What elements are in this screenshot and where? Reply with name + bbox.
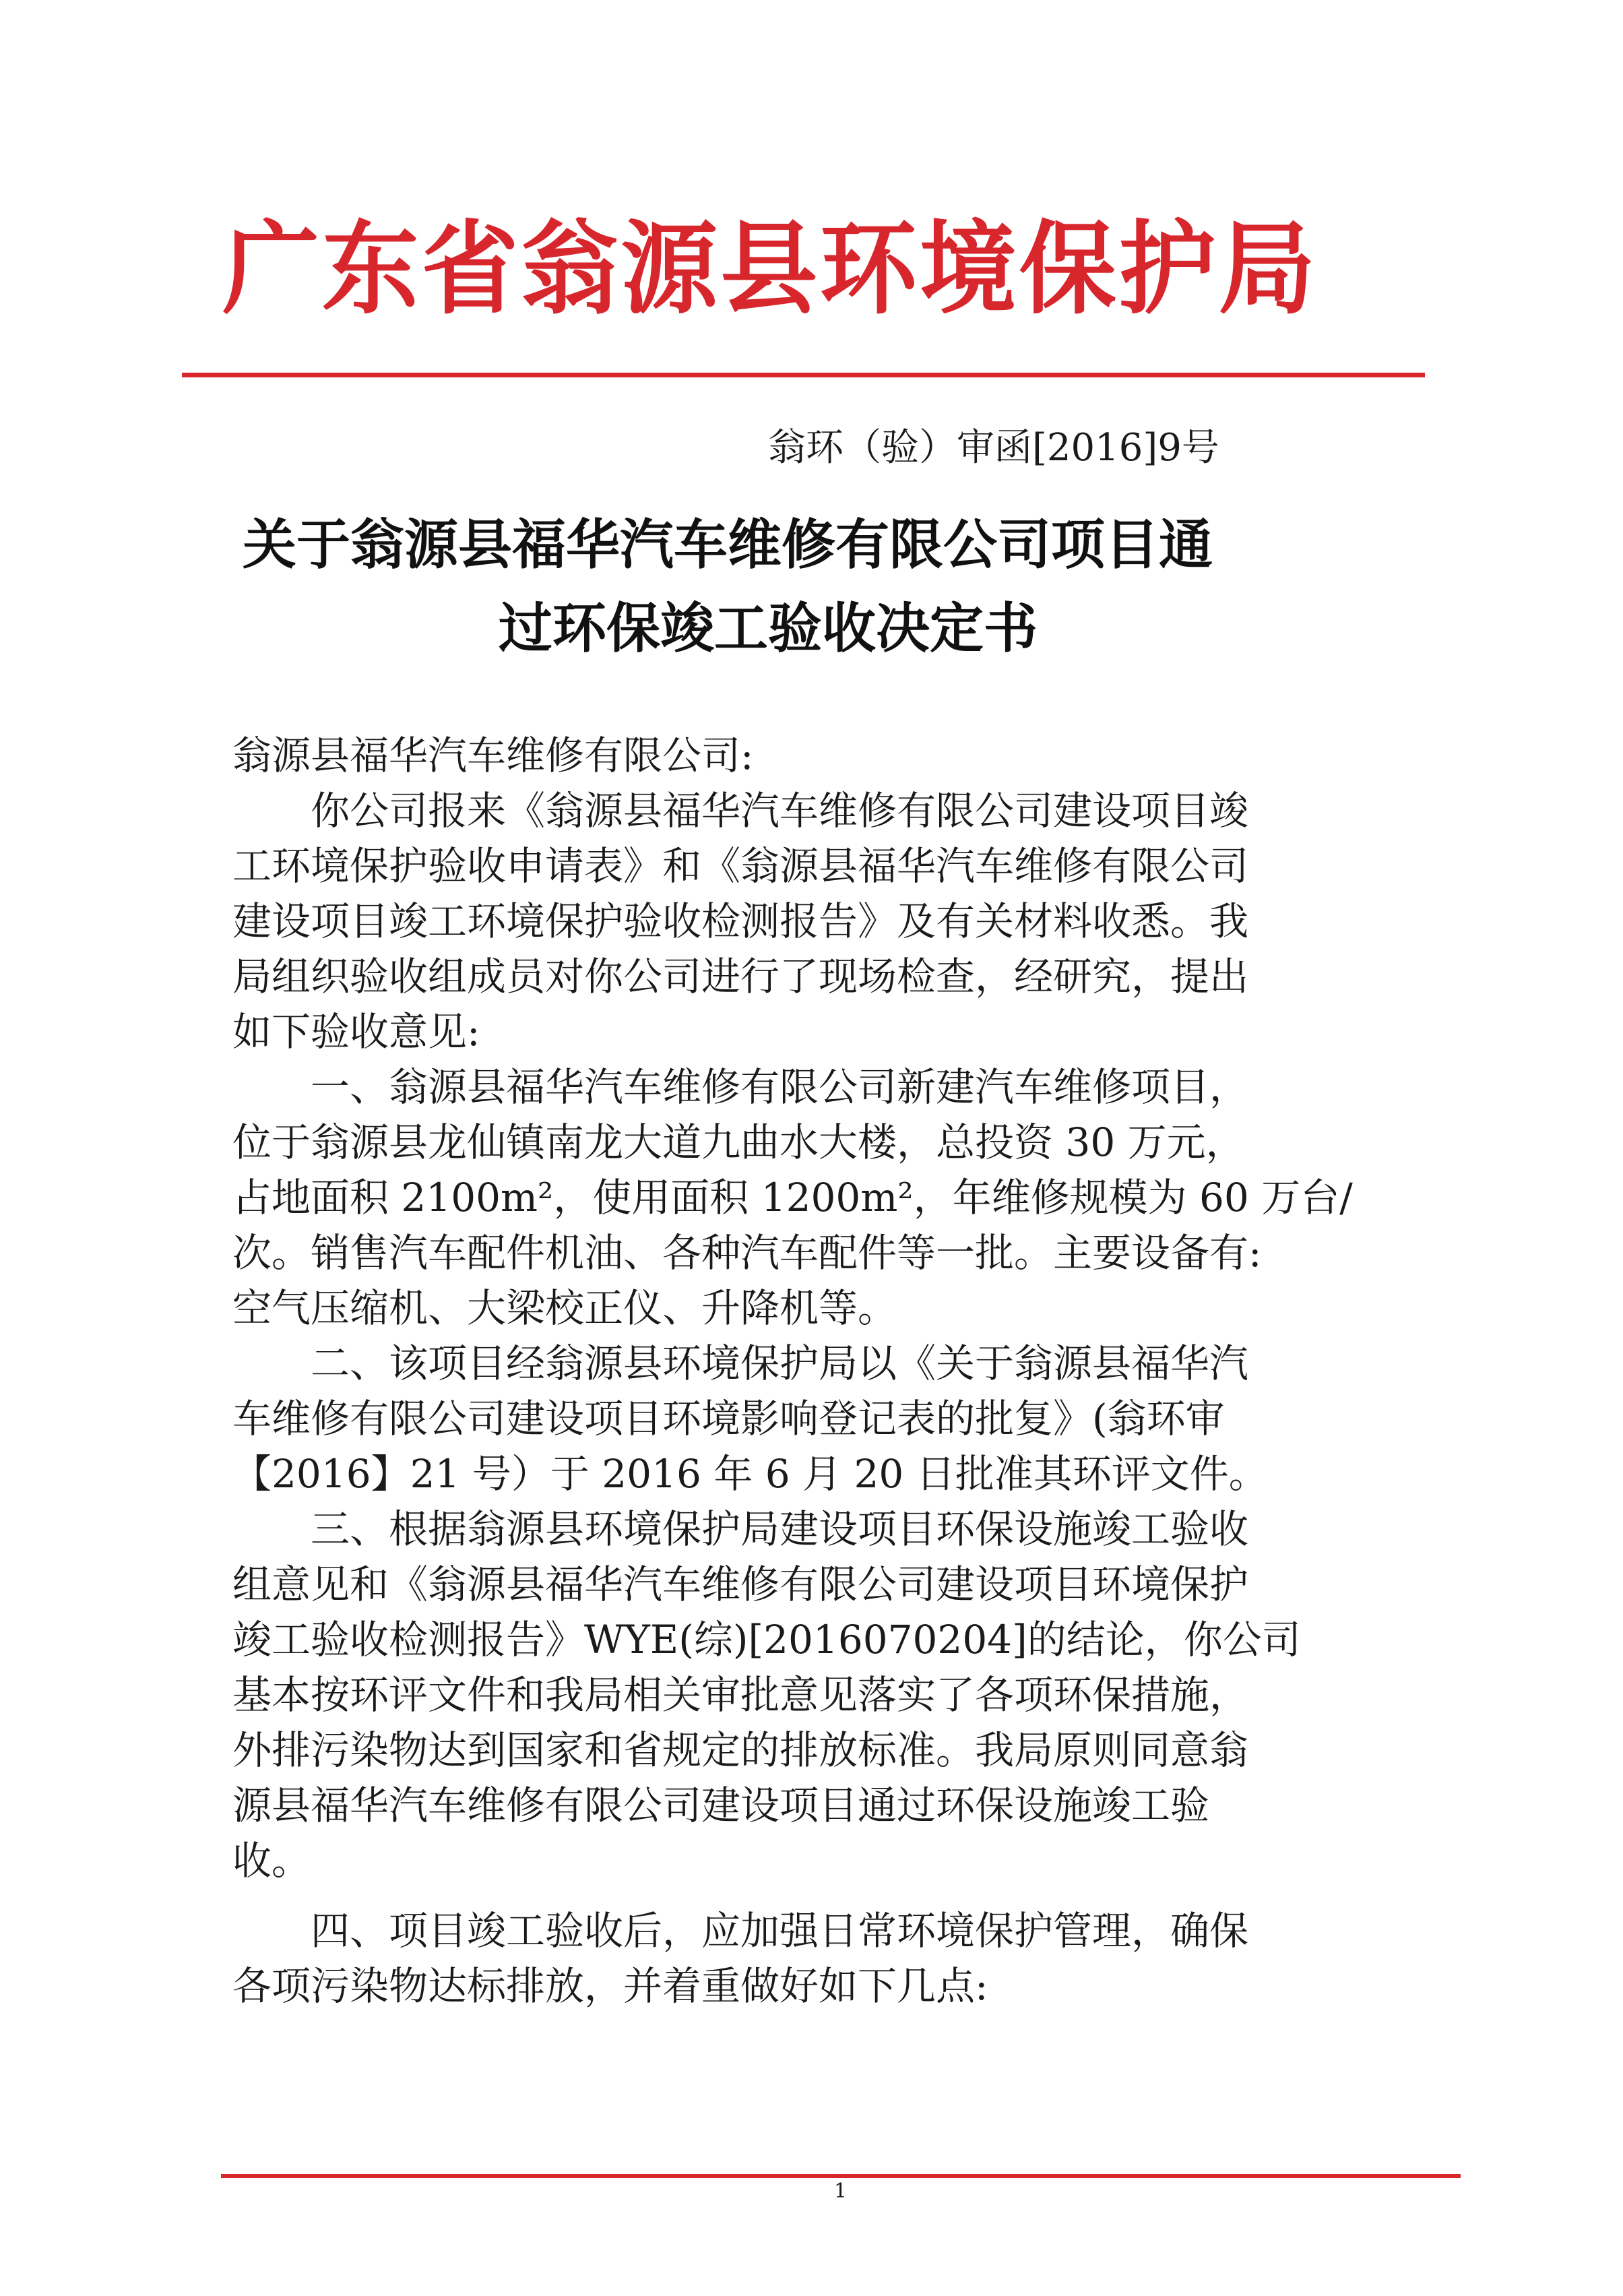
- document-number: 翁环（验）审函[2016]9号: [768, 426, 1219, 470]
- body-line: 四、项目竣工验收后，应加强日常环境保护管理，确保: [232, 1908, 1249, 1954]
- body-line: 空气压缩机、大梁校正仪、升降机等。: [232, 1285, 897, 1331]
- body-line: 一、翁源县福华汽车维修有限公司新建汽车维修项目，: [232, 1064, 1249, 1110]
- body-line: 占地面积 2100m²，使用面积 1200m²，年维修规模为 60 万台/: [232, 1175, 1353, 1220]
- body-line: 位于翁源县龙仙镇南龙大道九曲水大楼，总投资 30 万元，: [232, 1119, 1245, 1165]
- body-line: 源县福华汽车维修有限公司建设项目通过环保设施竣工验: [232, 1782, 1210, 1828]
- body-line: 收。: [232, 1838, 311, 1884]
- salutation: 翁源县福华汽车维修有限公司:: [232, 733, 754, 778]
- body-line: 车维修有限公司建设项目环境影响登记表的批复》(翁环审: [232, 1396, 1225, 1441]
- body-line: 三、根据翁源县环境保护局建设项目环保设施竣工验收: [232, 1506, 1249, 1552]
- document-body: [232, 728, 1418, 2014]
- body-line: 你公司报来《翁源县福华汽车维修有限公司建设项目竣: [232, 788, 1249, 834]
- letterhead-red-rule: [182, 373, 1425, 377]
- page-number: 1: [834, 2179, 848, 2203]
- body-line: 组意见和《翁源县福华汽车维修有限公司建设项目环境保护: [232, 1561, 1249, 1607]
- body-line: 局组织验收组成员对你公司进行了现场检查，经研究，提出: [232, 954, 1249, 999]
- body-line: 【2016】21 号）于 2016 年 6 月 20 日批准其环评文件。: [232, 1451, 1268, 1497]
- letterhead-org-name: 广东省翁源县环境保护局: [222, 211, 1318, 328]
- document-title-line-2: 过环保竣工验收决定书: [499, 596, 1038, 660]
- body-line: 外排污染物达到国家和省规定的排放标准。我局原则同意翁: [232, 1727, 1249, 1773]
- body-line: 二、该项目经翁源县环境保护局以《关于翁源县福华汽: [232, 1340, 1249, 1386]
- body-line: 竣工验收检测报告》WYE(综)[2016070204]的结论，你公司: [232, 1617, 1301, 1663]
- paragraph-gap: [232, 1888, 1418, 1903]
- body-line: 工环境保护验收申请表》和《翁源县福华汽车维修有限公司: [232, 843, 1249, 889]
- body-line: 次。销售汽车配件机油、各种汽车配件等一批。主要设备有:: [232, 1230, 1262, 1276]
- body-line: 基本按环评文件和我局相关审批意见落实了各项环保措施，: [232, 1672, 1249, 1718]
- document-title-line-1: 关于翁源县福华汽车维修有限公司项目通: [243, 513, 1213, 576]
- body-line: 如下验收意见:: [232, 1009, 480, 1055]
- body-line: 建设项目竣工环境保护验收检测报告》及有关材料收悉。我: [232, 898, 1249, 944]
- body-line: 各项污染物达标排放，并着重做好如下几点:: [232, 1963, 988, 2009]
